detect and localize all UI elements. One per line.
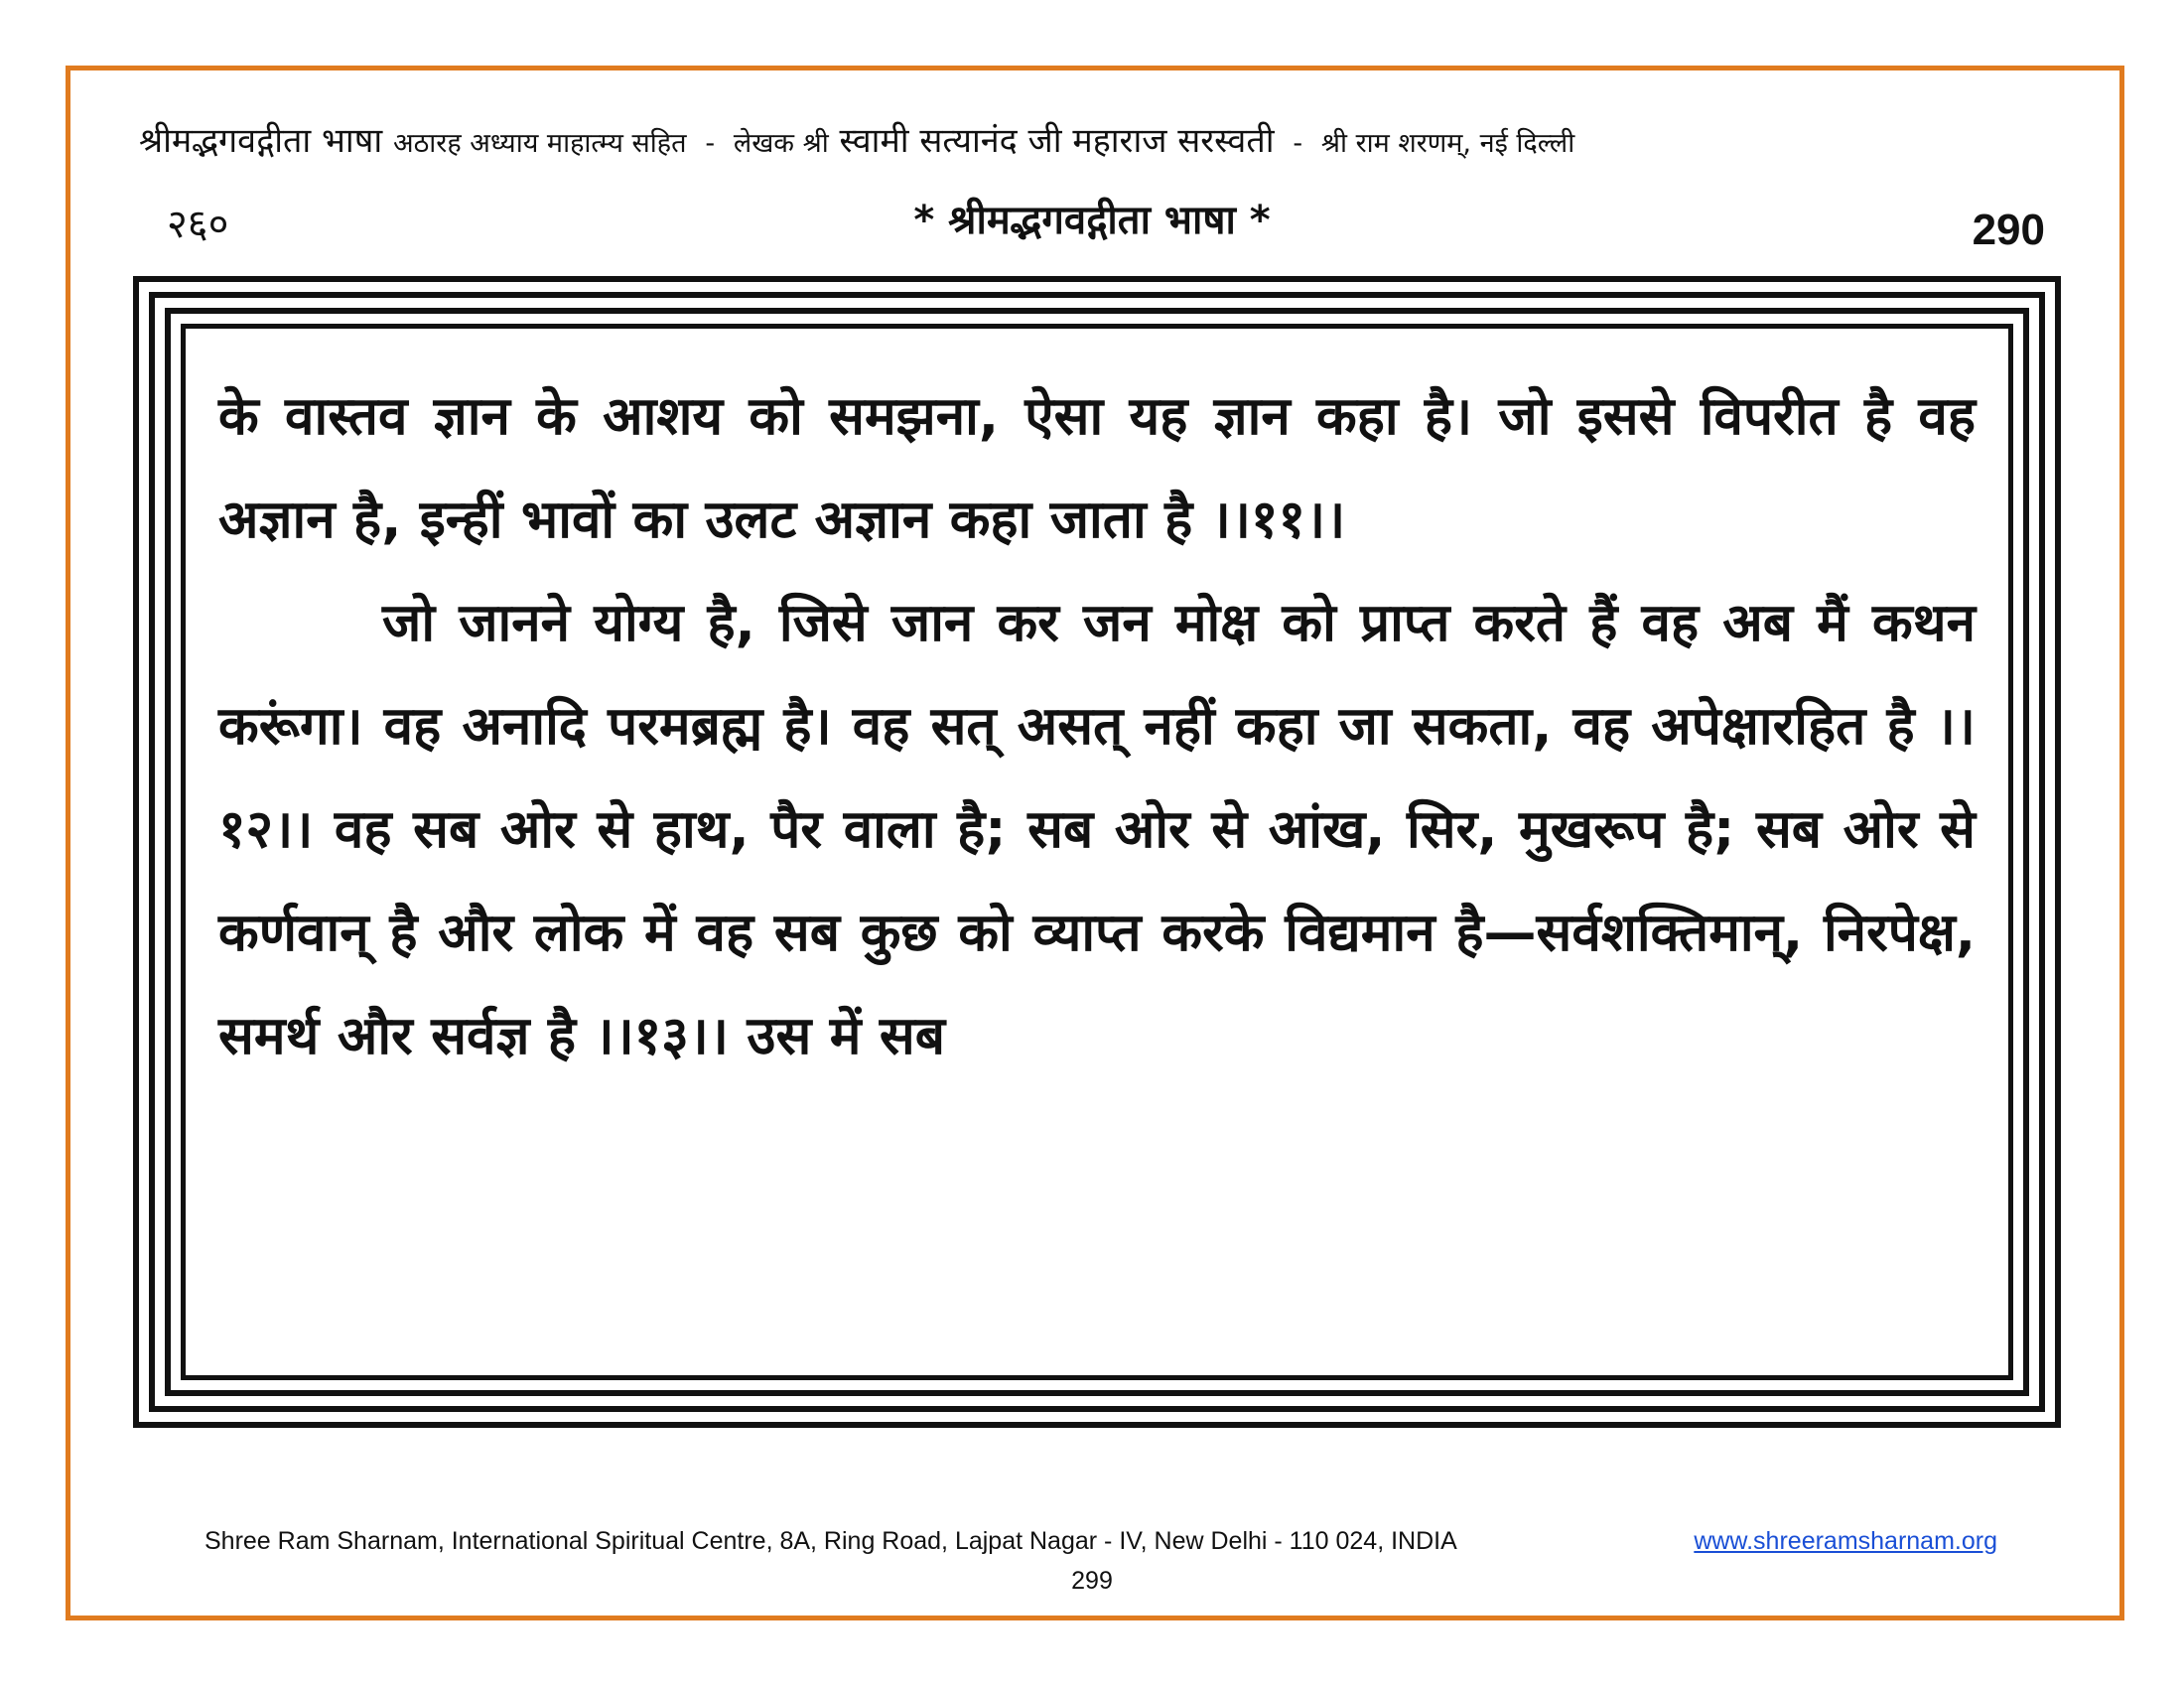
page-number-devanagari: २६० [167,202,229,247]
scripture-text [218,365,1976,1088]
footer-address: Shree Ram Sharnam, International Spiritual Centre, 8A, Ring Road, Lajpat Nagar - IV, New Delhi - 110 024, INDIA [205,1527,1457,1555]
publisher-name: श्री राम शरणम्, नई दिल्ली [1320,128,1575,159]
author-name: स्वामी सत्यानंद जी महाराज सरस्वती [839,121,1275,161]
author-prefix: लेखक श्री [733,128,829,159]
book-title: श्रीमद्भगवद्गीता भाषा [139,121,383,161]
website-link[interactable]: www.shreeramsharnam.org [1694,1527,1997,1555]
page-number: 290 [1972,206,2045,254]
running-header [139,117,2065,168]
paragraph: जो जानने योग्य है, जिसे जान कर जन मोक्ष को प्राप्त करते हैं वह अब मैं कथन करूंगा। वह अनादि परमब्रह्म है। वह सत् असत् नहीं कहा जा सकता, वह अपेक्षारहित है ।।१२।। वह सब ओर से हाथ, पैर वाला है; सब ओर से आंख, सिर, मुखरूप है; सब ओर से कर्णवान् है और लोक में वह सब कुछ को व्याप्त करके विद्यमान है—सर्वशक्तिमान्, निरपेक्ष, समर्थ और सर्वज्ञ है ।।१३।। उस में सब [218,593,1976,1066]
header-separator: - [705,128,716,159]
page-title: * श्रीमद्भगवद्गीता भाषा * [913,198,1271,243]
header-separator: - [1293,128,1303,159]
paragraph: के वास्तव ज्ञान के आशय को समझना, ऐसा यह ज्ञान कहा है। जो इससे विपरीत है वह अज्ञान है, इन्हीं भावों का उलट अज्ञान कहा जाता है ।।११।। [218,386,1976,550]
book-subtitle: अठारह अध्याय माहात्म्य सहित [392,128,687,159]
footer-page-number: 299 [1071,1567,1113,1595]
